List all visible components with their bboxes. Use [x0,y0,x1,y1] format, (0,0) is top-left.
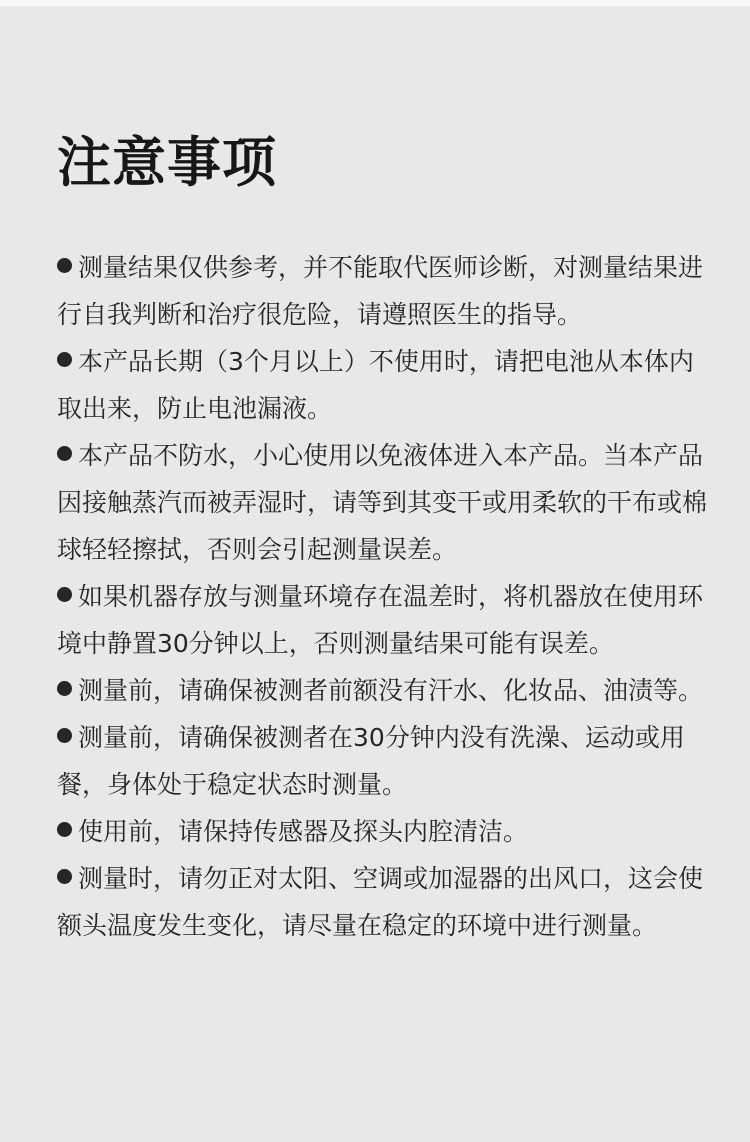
bullet-dot-icon [57,681,72,696]
list-item-text: 测量前，请确保被测者前额没有汗水、化妆品、油渍等。 [78,676,704,705]
bullet-dot-icon [57,822,72,837]
list-item [57,432,707,573]
bullet-dot-icon [57,446,72,461]
bullet-dot-icon [57,869,72,884]
list-item-text: 本产品不防水，小心使用以免液体进入本产品。当本产品因接触蒸汽而被弄湿时，请等到其变干或用柔软的干布或棉球轻轻擦拭，否则会引起测量误差。 [57,441,708,564]
list-item [57,808,707,855]
list-item [57,714,707,808]
notice-panel [0,6,750,1142]
list-item-text: 本产品长期（3个月以上）不使用时，请把电池从本体内取出来，防止电池漏液。 [57,347,694,423]
list-item [57,667,707,714]
bullet-dot-icon [57,258,72,273]
list-item [57,244,707,338]
list-item-text: 测量结果仅供参考，并不能取代医师诊断，对测量结果进行自我判断和治疗很危险，请遵照医生的指导。 [57,253,704,329]
list-item-text: 使用前，请保持传感器及探头内腔清洁。 [78,817,529,846]
bullet-dot-icon [57,728,72,743]
bullet-dot-icon [57,352,72,367]
list-item [57,338,707,432]
notice-list [57,244,707,949]
list-item [57,855,707,949]
list-item-text: 测量时，请勿正对太阳、空调或加湿器的出风口，这会使额头温度发生变化，请尽量在稳定的环境中进行测量。 [57,864,704,940]
list-item-text: 测量前，请确保被测者在30分钟内没有洗澡、运动或用餐，身体处于稳定状态时测量。 [57,723,685,799]
list-item [57,573,707,667]
bullet-dot-icon [57,587,72,602]
page-title: 注意事项 [57,131,277,194]
list-item-text: 如果机器存放与测量环境存在温差时，将机器放在使用环境中静置30分钟以上，否则测量结果可能有误差。 [57,582,704,658]
